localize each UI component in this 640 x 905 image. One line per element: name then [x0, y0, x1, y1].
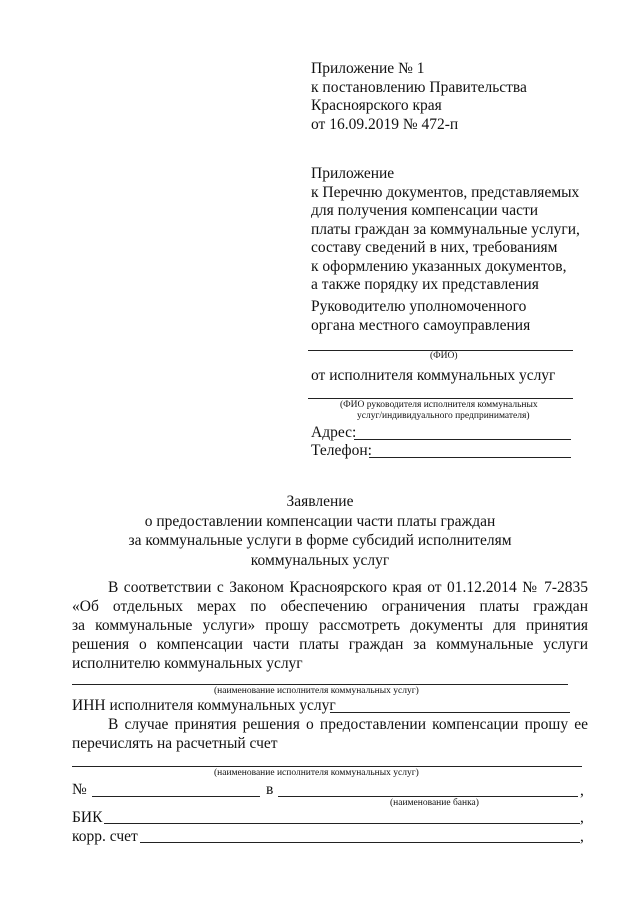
- inn-line: [330, 712, 570, 713]
- address-line: [354, 439, 571, 440]
- title-line: за коммунальные услуги в форме субсидий исполнителям: [128, 532, 512, 549]
- address-label: Адрес:: [311, 424, 357, 441]
- from-caption-1: (ФИО руководителя исполнителя коммунальных: [340, 400, 538, 410]
- phone-line: [369, 457, 571, 458]
- executor-name-line: [72, 684, 568, 685]
- bank-caption: (наименование банка): [390, 798, 479, 808]
- title-line: о предоставлении компенсации части платы граждан: [144, 512, 496, 530]
- para1-line: решения о компенсации части платы граждан за коммунальные услуги: [72, 636, 588, 653]
- para1-line: за коммунальные услуги» прошу рассмотреть документы для принятия: [72, 617, 588, 634]
- appendix-line: к оформлению указанных документов,: [311, 257, 567, 275]
- appendix-line: платы граждан за коммунальные услуги,: [311, 220, 580, 238]
- bik-line: [104, 823, 580, 824]
- header-line: Приложение № 1: [311, 60, 425, 77]
- bank-name-line: [278, 796, 578, 797]
- comma: ,: [580, 782, 584, 799]
- bik-label: БИК: [72, 809, 103, 826]
- appendix-line: Приложение: [311, 165, 395, 182]
- executor-caption: (наименование исполнителя коммунальных услуг): [214, 686, 419, 696]
- para2-line: В случае принятия решения о предоставлении компенсации прошу ее: [108, 716, 588, 733]
- from-caption-2: услуг/индивидуального предпринимателя): [357, 411, 530, 421]
- para1-line: «Об отдельных мерах по обеспечению ограничения платы граждан: [72, 598, 588, 615]
- para1-line: исполнителю коммунальных услуг: [72, 655, 303, 672]
- header-line: Красноярского края: [311, 97, 442, 114]
- executor-caption-2: (наименование исполнителя коммунальных услуг): [214, 768, 419, 778]
- account-no-label: №: [72, 781, 87, 798]
- corr-account-line: [140, 842, 580, 843]
- addressee-block: [311, 298, 530, 335]
- para1-line: В соответствии с Законом Красноярского края от 01.12.2014 № 7-2835: [108, 579, 588, 596]
- from-label: от исполнителя коммунальных услуг: [311, 367, 556, 384]
- from-fio-line: [308, 398, 573, 399]
- appendix-block: [311, 165, 580, 295]
- fio-caption: (ФИО): [430, 351, 458, 361]
- inn-label: ИНН исполнителя коммунальных услуг: [72, 697, 336, 714]
- corr-account-label: корр. счет: [72, 828, 138, 845]
- addressee-line: Руководителю уполномоченного: [311, 298, 527, 315]
- appendix-line: к Перечню документов, представляемых: [311, 183, 580, 201]
- account-no-line: [92, 796, 260, 797]
- header-line: к постановлению Правительства: [311, 78, 527, 96]
- appendix-line: составу сведений в них, требованиям: [311, 239, 558, 256]
- comma: ,: [580, 809, 584, 826]
- in-label: в: [266, 781, 274, 798]
- appendix-line: а также порядку их представления: [311, 276, 539, 293]
- phone-label: Телефон:: [311, 442, 372, 459]
- addressee-line: органа местного самоуправления: [311, 316, 531, 334]
- para2-line: перечислять на расчетный счет: [72, 735, 278, 752]
- header-block: [311, 60, 527, 134]
- document-title: [0, 492, 640, 570]
- title-line: коммунальных услуг: [250, 551, 390, 569]
- title-line: Заявление: [286, 493, 354, 510]
- header-line: от 16.09.2019 № 472-п: [311, 115, 459, 133]
- comma: ,: [580, 828, 584, 845]
- account-holder-line: [72, 766, 582, 767]
- appendix-line: для получения компенсации части: [311, 202, 539, 219]
